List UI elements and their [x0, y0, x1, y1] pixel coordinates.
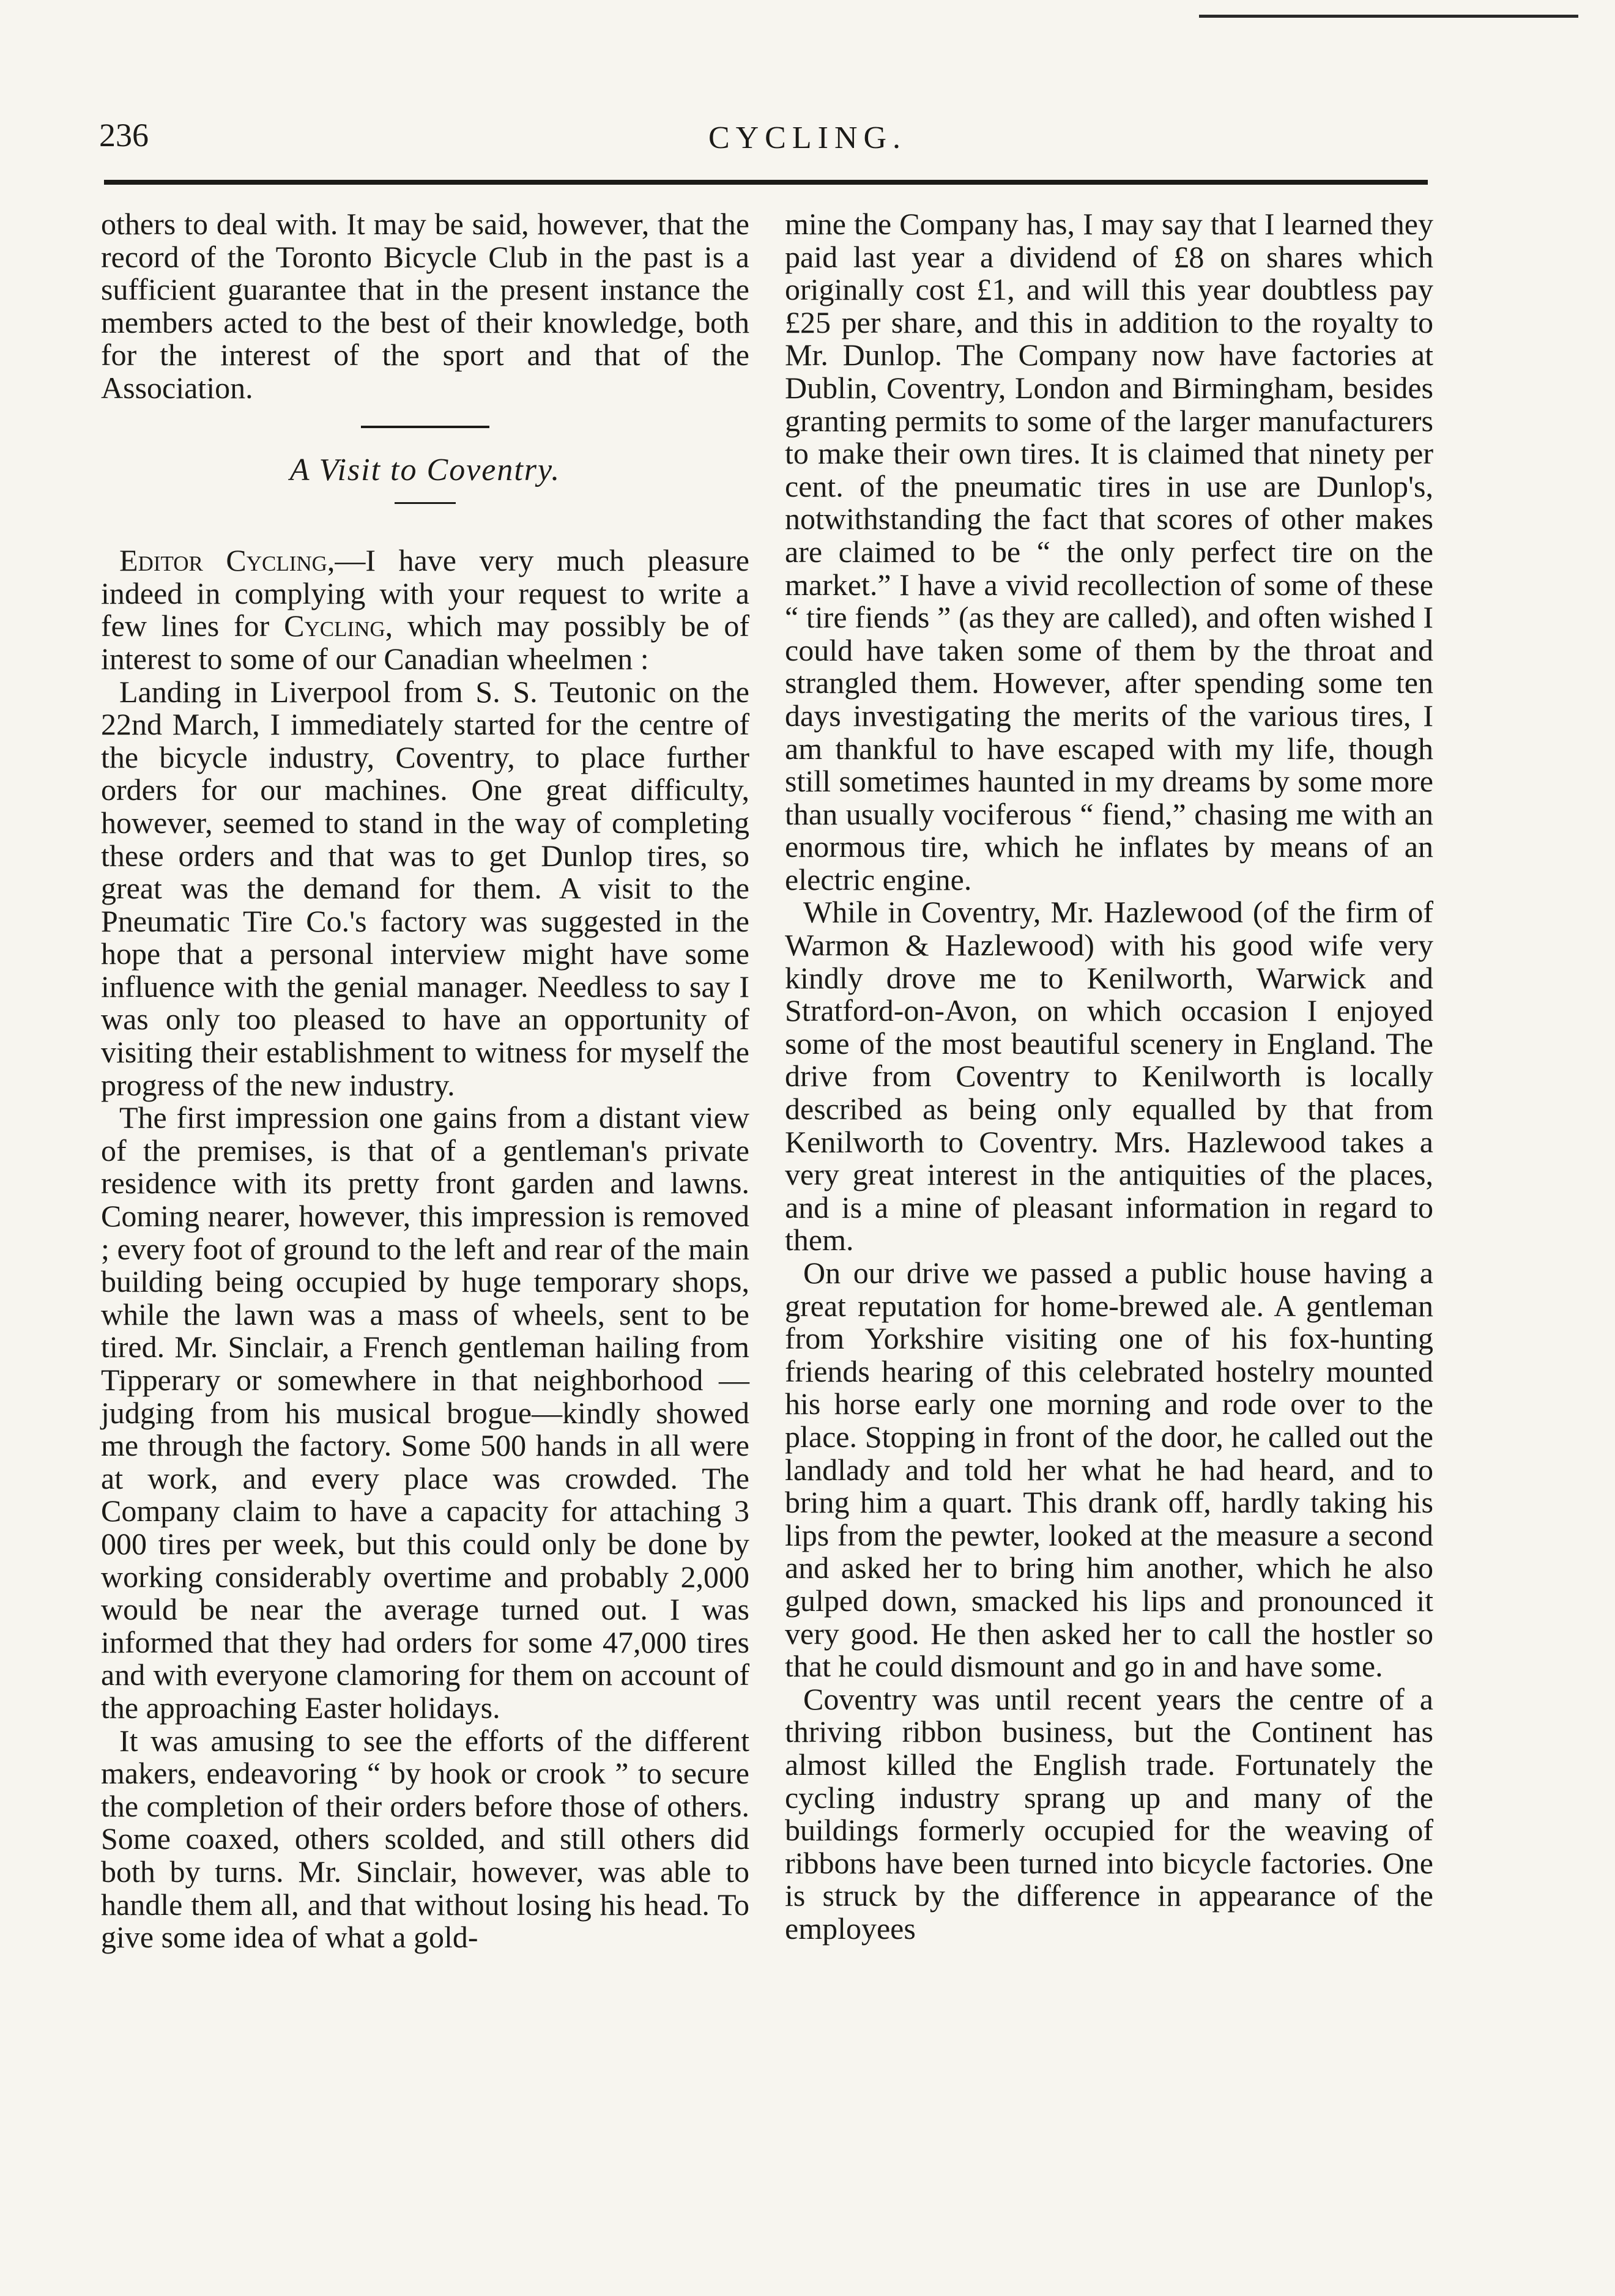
running-head: CYCLING. — [708, 120, 907, 155]
header-rule — [104, 180, 1428, 185]
section-divider — [361, 426, 489, 428]
magazine-name: Cycling — [284, 609, 385, 643]
paragraph-makers: It was amusing to see the efforts of the different makers, endeavoring “ by hook or crook ” to secure the completion of their orders before those of others. Some coaxed, others scolded, and still others did both by turns. Mr. Sinclair, however, was able to handle them all, and that without losing his head. To give some idea of what a gold- — [101, 1723, 749, 1955]
paragraph-landing: Landing in Liverpool from S. S. Teutonic on the 22nd March, I immediately started for the centre of the bicycle industry, Coventry, to place further orders for our machines. One great difficulty, however, seemed to stand in the way of completing these orders and that was to get Dunlop tires, so great was the demand for them. A visit to the Pneumatic Tire Co.'s factory was suggested in the hope that a personal interview might have some influence with the genial manager. Needless to say I was only too pleased to have an opportunity of visiting their establishment to witness for myself the progress of the new industry. — [101, 674, 749, 1102]
opening-paragraph: Editor Cycling,—I have very much pleasure indeed in complying with your request to write a few lines for Cycling, which may possibly be of interest to some of our Canadian wheelmen : — [101, 543, 749, 676]
title-divider — [395, 502, 456, 504]
right-column — [785, 208, 1433, 1945]
left-column — [101, 208, 749, 1954]
article-title: A Visit to Coventry. — [289, 452, 561, 487]
top-edge-rule — [1199, 15, 1578, 18]
paragraph-public-house: On our drive we passed a public house having a great reputation for home-brewed ale. A gentleman from Yorkshire visiting one of his fox-hunting friends hearing of this celebrated hostelry mounted his horse early one morning and rode over to the place. Stopping in front of the door, he called out the landlady and told her what he had heard, and to bring him a quart. This drank off, hardly taking his lips from the pewter, looked at the measure a second and asked her to bring him another, which he also gulped down, smacked his lips and pronounced it very good. He then asked her to call the hostler so that he could dismount and go in and have some. — [785, 1256, 1433, 1684]
paragraph-ribbon-trade: Coventry was until recent years the centre of a thriving ribbon business, but the Continent has almost killed the English trade. Fortunately the cycling industry sprang up and many of the buildings formerly occupied for the weaving of ribbons have been turned into bicycle factories. One is struck by the difference in appearance of the employees — [785, 1681, 1433, 1946]
paragraph-hazlewood: While in Coventry, Mr. Hazlewood (of the firm of Warmon & Hazlewood) with his good wife very kindly drove me to Kenilworth, Warwick and Stratford-on-Avon, on which occasion I enjoyed some of the most beautiful scenery in England. The drive from Coventry to Kenilworth is locally described as being only equalled by that from Kenilworth to Coventry. Mrs. Hazlewood takes a very great interest in the antiquities of the places, and is a mine of pleasant information in regard to them. — [785, 895, 1433, 1257]
paragraph-goldmine: mine the Company has, I may say that I learned they paid last year a dividend of £8 on shares which originally cost £1, and will this year doubtless pay £25 per share, and this in addition to the royalty to Mr. Dunlop. The Company now have factories at Dublin, Coventry, London and Birmingham, besides granting permits to some of the larger manufacturers to make their own tires. It is claimed that ninety per cent. of the pneumatic tires in use are Dunlop's, notwithstanding the fact that scores of other makes are claimed to be “ the only perfect tire on the market.” I have a vivid recollection of some of these “ tire fiends ” (as they are called), and often wished I could have taken some of them by the throat and strangled them. However, after spending some ten days investigating the merits of the various tires, I am thankful to have escaped with my life, though still sometimes haunted in my dreams by some more than usually vociferous “ fiend,” chasing me with an enormous tire, which he inflates by means of an electric engine. — [785, 207, 1433, 897]
paragraph-impression: The first impression one gains from a distant view of the premises, is that of a gentleman's private residence with its pretty front garden and lawns. Coming nearer, however, this impression is removed ; every foot of ground to the left and rear of the main building being occupied by huge temporary shops, while the lawn was a mass of wheels, sent to be tired. Mr. Sinclair, a French gentleman hailing from Tipperary or somewhere in that neighborhood — judging from his musical brogue—kindly showed me through the factory. Some 500 hands in all were at work, and every place was crowded. The Company claim to have a capacity for attaching 3 000 tires per week, but this could only be done by working considerably overtime and probably 2,000 would be near the average turned out. I was informed that they had orders for some 47,000 tires and with everyone clamoring for them on account of the approaching Easter holidays. — [101, 1100, 749, 1725]
page-number: 236 — [99, 117, 149, 154]
intro-paragraph: others to deal with. It may be said, however, that the record of the Toronto Bicycle Club in the past is a sufficient guarantee that in the present instance the members acted to the best of their knowledge, both for the interest of the sport and that of the Association. — [101, 207, 749, 405]
salutation: Editor Cycling, — [119, 543, 335, 578]
